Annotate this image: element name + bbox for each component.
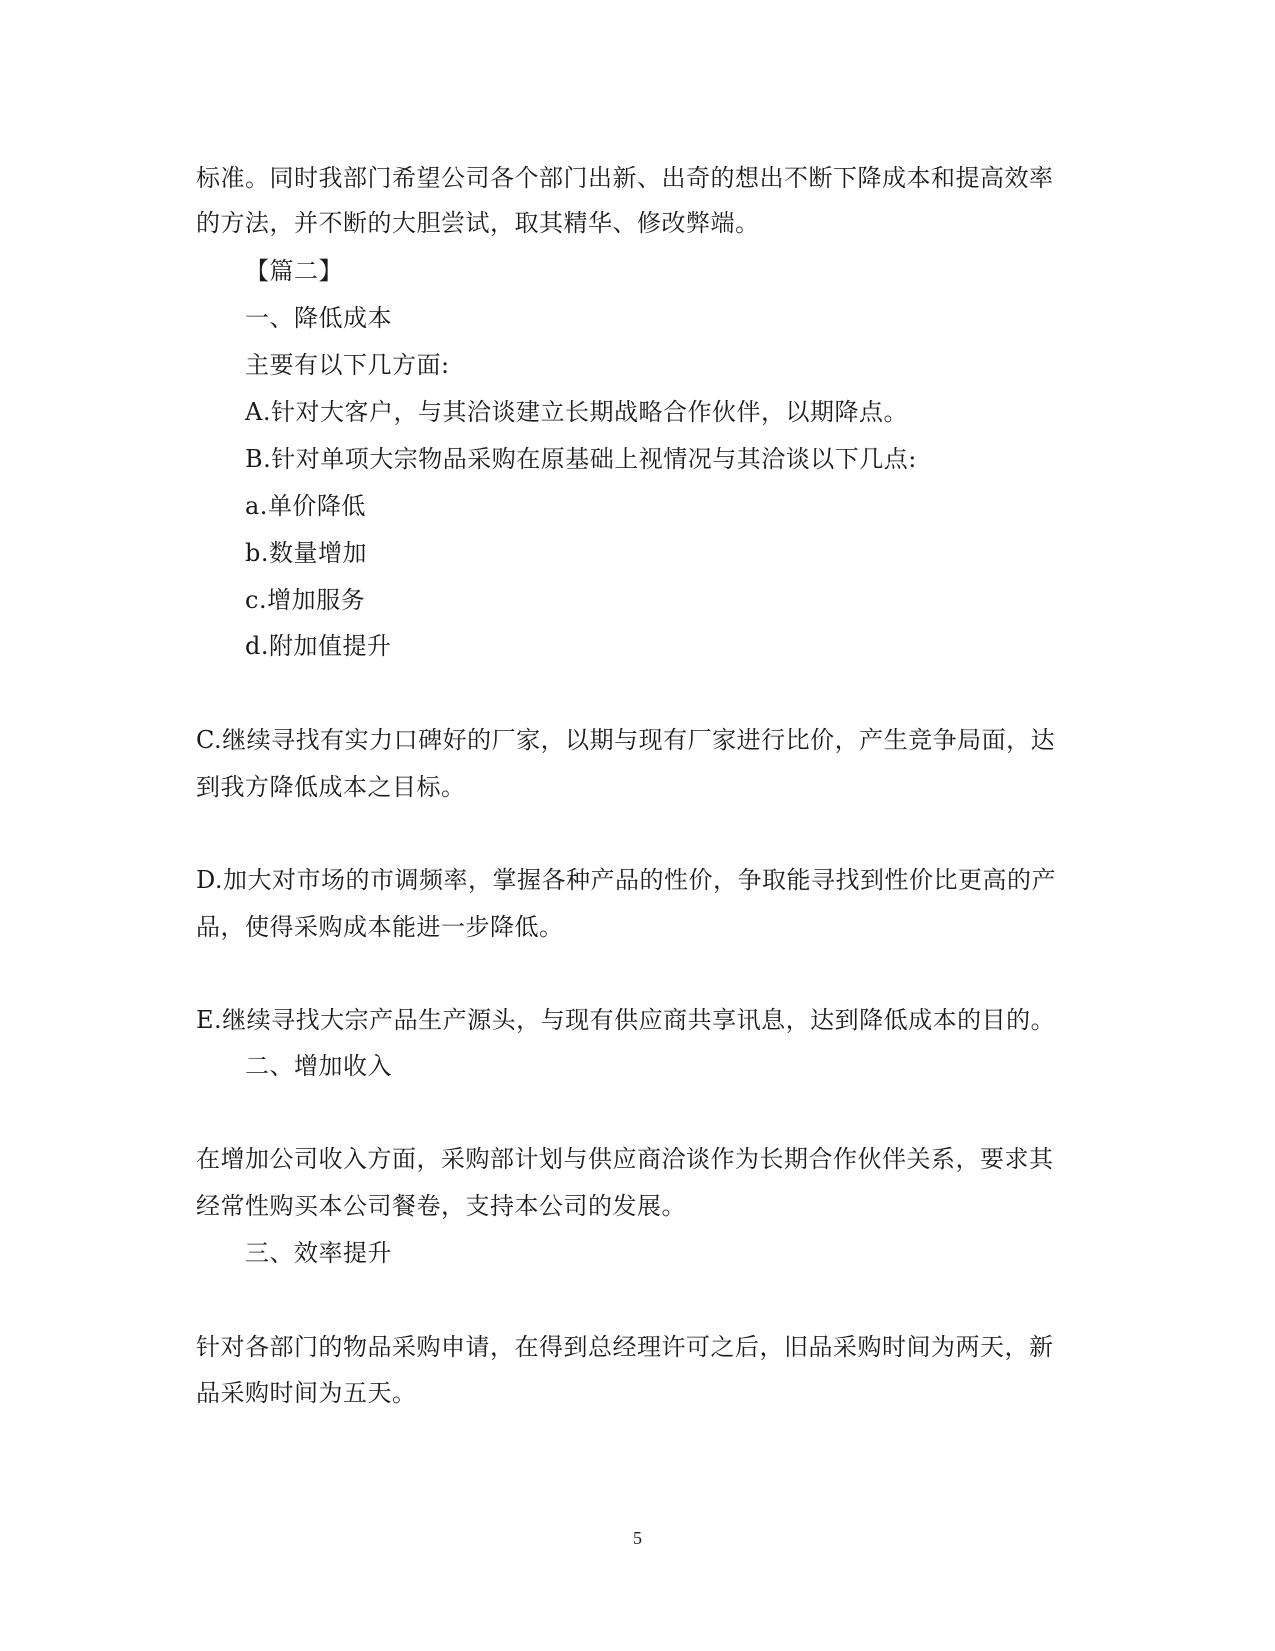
list-item-b-upper: B.针对单项大宗物品采购在原基础上视情况与其洽谈以下几点: [245, 445, 917, 473]
efficiency-paragraph-line-1: 针对各部门的物品采购申请，在得到总经理许可之后，旧品采购时间为两天，新 [196, 1333, 1054, 1361]
income-paragraph-line-2: 经常性购买本公司餐卷，支持本公司的发展。 [196, 1192, 686, 1220]
heading-reduce-cost: 一、降低成本 [245, 304, 392, 332]
list-item-c-upper-line-1: C.继续寻找有实力口碑好的厂家，以期与现有厂家进行比价，产生竞争局面，达 [196, 726, 1056, 754]
sub-item-b: b.数量增加 [245, 539, 367, 567]
heading-efficiency: 三、效率提升 [245, 1239, 392, 1267]
list-item-d-upper-line-1: D.加大对市场的市调频率，掌握各种产品的性价，争取能寻找到性价比更高的产 [196, 866, 1057, 894]
paragraph-line-2: 的方法，并不断的大胆尝试，取其精华、修改弊端。 [196, 209, 760, 237]
sub-item-c: c.增加服务 [245, 586, 366, 614]
list-item-a-upper: A.针对大客户，与其洽谈建立长期战略合作伙伴，以期降点。 [245, 398, 908, 426]
efficiency-paragraph-line-2: 品采购时间为五天。 [196, 1379, 417, 1407]
income-paragraph-line-1: 在增加公司收入方面，采购部计划与供应商洽谈作为长期合作伙伴关系，要求其 [196, 1145, 1054, 1173]
page-number: 5 [633, 1528, 642, 1548]
sub-item-a: a.单价降低 [245, 492, 366, 520]
paragraph-line-1: 标准。同时我部门希望公司各个部门出新、出奇的想出不断下降成本和提高效率 [196, 164, 1054, 192]
heading-increase-income: 二、增加收入 [245, 1052, 392, 1080]
list-item-e-upper: E.继续寻找大宗产品生产源头，与现有供应商共享讯息，达到降低成本的目的。 [196, 1006, 1056, 1034]
sub-item-d: d.附加值提升 [245, 632, 392, 660]
list-item-c-upper-line-2: 到我方降低成本之目标。 [196, 773, 466, 801]
list-item-d-upper-line-2: 品，使得采购成本能进一步降低。 [196, 913, 564, 941]
section-heading-pian-er: 【篇二】 [245, 257, 343, 285]
paragraph-intro: 主要有以下几方面: [245, 351, 450, 379]
